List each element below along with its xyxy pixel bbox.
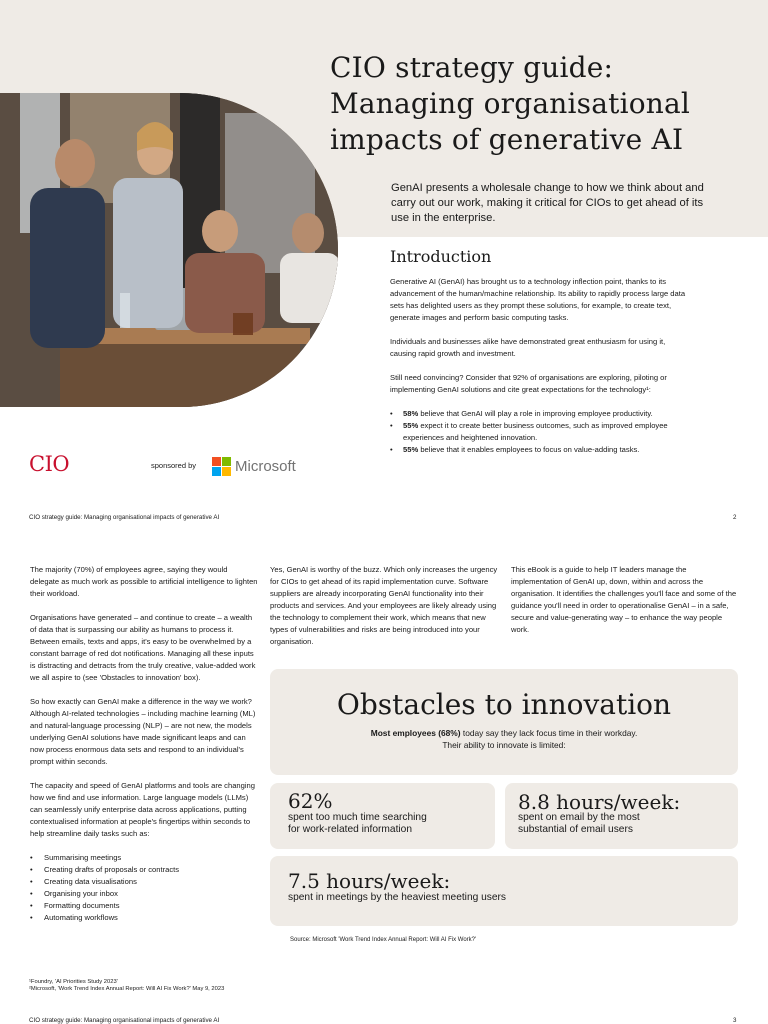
list-item: • Creating drafts of proposals or contracts [30, 864, 258, 876]
footnotes [29, 979, 224, 993]
intro-paragraph-3: Still need convincing? Consider that 92% of organisations are exploring, piloting or implementing GenAI solutions and cite great expectations for the technology¹: [390, 373, 667, 394]
list-item: • Summarising meetings [30, 852, 258, 864]
stat-2-value: 8.8 hours/week: [518, 790, 681, 814]
tasks-list [30, 852, 258, 924]
paragraph: The capacity and speed of GenAI platforms and tools are changing how we find and use information. Large language models (LLMs) can seamlessly unify enterprise data across applications, putting contextualised information at people's fingertips within seconds to help streamline daily tasks such as: [30, 781, 255, 838]
list-item [390, 408, 690, 420]
page-footer-title: CIO strategy guide: Managing organisational impacts of generative AI [29, 1017, 220, 1024]
bullet-text: expect it to create better business outcomes, such as improved employee experiences and heightened innovation. [403, 421, 668, 442]
bullet-pct: 55% [403, 445, 419, 454]
bullet-pct: 55% [403, 421, 419, 430]
source-note: Source: Microsoft 'Work Trend Index Annual Report: Will AI Fix Work?' [290, 937, 477, 943]
list-item [390, 420, 690, 444]
intro-paragraph-2: Individuals and businesses alike have demonstrated great enthusiasm for using it, causing rapid growth and investment. [390, 337, 666, 358]
page-number: 3 [733, 1017, 737, 1024]
page-title [330, 50, 750, 158]
paragraph: The majority (70%) of employees agree, saying they would delegate as much work as possible to artificial intelligence to lighten their workload. [30, 565, 258, 598]
footnote-2: ²Microsoft, 'Work Trend Index Annual Report: Will AI Fix Work?' May 9, 2023 [29, 986, 225, 992]
column-2 [270, 564, 498, 660]
microsoft-wordmark: Microsoft [235, 458, 296, 475]
bullet-text: believe that GenAI will play a role in improving employee productivity. [418, 409, 653, 418]
obstacles-text: today say they lack focus time in their workday. [460, 728, 638, 738]
page-footer-title: CIO strategy guide: Managing organisational impacts of generative AI [29, 514, 220, 521]
list-item: • Automating workflows [30, 912, 258, 924]
stat-2-label [518, 812, 640, 836]
microsoft-logo [212, 457, 296, 476]
intro-heading: Introduction [390, 247, 492, 266]
sponsored-label: sponsored by [151, 461, 197, 470]
paragraph: This eBook is a guide to help IT leaders manage the implementation of GenAI up, down, within and across the organisation. It identifies the challenges you'll face and some of the guidance you'll need in order to operationalise GenAI – in a safe, secure and value-generating way – to enhance the way people work. [511, 565, 737, 634]
list-item: • Formatting documents [30, 900, 258, 912]
list-item: • Creating data visualisations [30, 876, 258, 888]
title-line-1: CIO strategy guide: [330, 51, 614, 84]
obstacles-subtitle [270, 727, 738, 751]
stats-bullet-list [390, 408, 690, 456]
column-3 [511, 564, 739, 648]
bullet-text: believe that it enables employees to focus on value-adding tasks. [418, 445, 640, 454]
stat-3-label: spent in meetings by the heaviest meeting users [288, 892, 507, 903]
stat-1-label-line-1: spent too much time searching [288, 812, 427, 823]
page-number: 2 [733, 514, 737, 521]
title-line-3: impacts of generative AI [330, 123, 684, 156]
stat-1-label-line-2: for work-related information [288, 824, 412, 835]
microsoft-squares-icon [212, 457, 231, 476]
lede-paragraph: GenAI presents a wholesale change to how we think about and carry out our work, making it critical for CIOs to get ahead of its use in the enterprise. [391, 182, 704, 224]
obstacles-box [270, 669, 738, 775]
bullet-pct: 58% [403, 409, 419, 418]
list-item [390, 444, 690, 456]
paragraph: Organisations have generated – and continue to create – a wealth of data that is surpassing our ability as humans to process it. Between emails, texts and apps, it's easy to be overwhelmed by a constant barrage of red dot notifications. Managing all these inputs is distracting and detracts from the truly creative, value-added work we all aspire to (see 'Obstacles to innovation' box). [30, 613, 256, 682]
paragraph: Yes, GenAI is worthy of the buzz. Which only increases the urgency for CIOs to get ahead of its rapid implementation curve. Software suppliers are already incorporating GenAI functionality into their products and services. And your employees are likely already using the technology to complement their work, which means that new types of vulnerabilities and risks are being introduced into your organisation. [270, 565, 498, 646]
cio-logo: CIO [29, 452, 70, 476]
list-item: • Organising your inbox [30, 888, 258, 900]
stat-2-label-line-2: substantial of email users [518, 824, 633, 835]
obstacles-line-2: Their ability to innovate is limited: [442, 740, 566, 750]
stat-2-label-line-1: spent on email by the most [518, 812, 640, 823]
intro-paragraph-1: Generative AI (GenAI) has brought us to a technology inflection point, thanks to its advancement of the human/machine relationship. Its ability to rapidly process large data sets has delighted users as they prompt these solutions, for example, to create text, generate images and perform basic computing tasks. [390, 277, 686, 322]
obstacles-heading: Obstacles to innovation [336, 688, 672, 721]
paragraph: So how exactly can GenAI make a difference in the way we work? Although AI-related technologies – including machine learning (ML) and natural-language processing (NLP) – are not new, the models underlying GenAI solutions have made significant leaps and can now process enormous data sets and respond to an individual's prompt within seconds. [30, 697, 256, 766]
obstacles-bold: Most employees (68%) [370, 728, 461, 738]
stat-1-label [288, 812, 427, 836]
stat-3-value: 7.5 hours/week: [288, 869, 451, 893]
column-1 [30, 564, 258, 924]
stat-1-value: 62% [288, 789, 333, 813]
title-line-2: Managing organisational [330, 87, 691, 120]
footnote-1: ¹Foundry, 'AI Priorities Study 2023' [29, 979, 118, 985]
hero-photo [0, 93, 338, 407]
